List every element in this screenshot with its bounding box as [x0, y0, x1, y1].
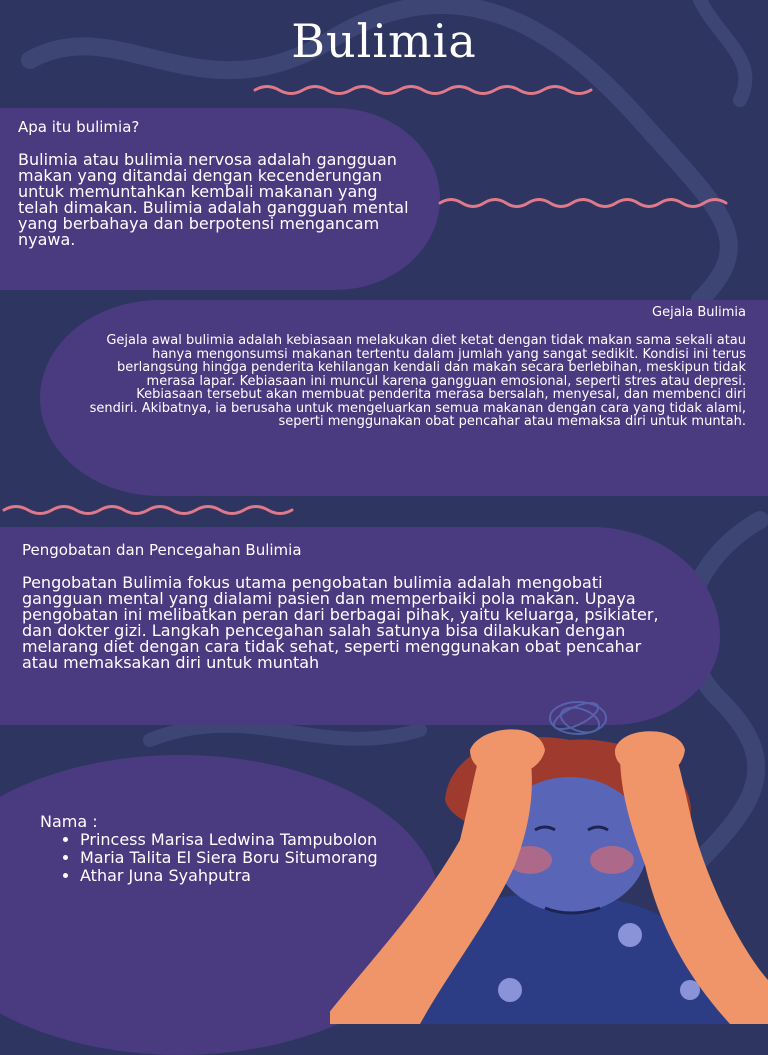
section1-heading: Apa itu bulimia? [18, 118, 140, 136]
section3-heading: Pengobatan dan Pencegahan Bulimia [22, 541, 302, 559]
section2-body: Gejala awal bulimia adalah kebiasaan melakukan diet ketat dengan tidak makan sama sekali atau hanya mengonsumsi makanan tertentu dalam jumlah yang sangat sedikit. Kondisi ini terus berlangsung hingga penderita kehilangan kendali dan makan secara berlebihan, meskipun tidak merasa lapar. Kebiasaan ini muncul karena gangguan emosional, seperti stres atau depresi. Kebiasaan tersebut akan membuat penderita merasa bersalah, menyesal, dan membenci diri sendiri. Akibatnya, ia berusaha untuk mengeluarkan semua makanan dengan cara yang tidak alami, seperti menggunakan obat pencahar atau memaksa diri untuk muntah. [89, 333, 746, 429]
member-item: • Athar Juna Syahputra [80, 867, 378, 885]
member-item: • Princess Marisa Ledwina Tampubolon [80, 831, 378, 849]
section2-heading: Gejala Bulimia [652, 305, 746, 320]
names-label: Nama : [40, 812, 98, 831]
section3-body: Pengobatan Bulimia fokus utama pengobatan bulimia adalah mengobati gangguan mental yang dialami pasien dan memperbaiki pola makan. Upaya pengobatan ini melibatkan peran dari berbagai pihak, yaitu keluarga, psikiater, dan dokter gizi. Langkah pencegahan salah satunya bisa dilakukan dengan melarang diet dengan cara tidak sehat, seperti menggunakan obat pencahar atau memaksakan diri untuk muntah [22, 573, 659, 672]
page-title: Bulimia [291, 14, 477, 68]
section1-body: Bulimia atau bulimia nervosa adalah gangguan makan yang ditandai dengan kecenderungan untuk memuntahkan kembali makanan yang telah dimakan. Bulimia adalah gangguan mental yang berbahaya dan berpotensi mengancam nyawa. [18, 150, 409, 249]
names-list [40, 813, 378, 885]
members-list [40, 831, 378, 885]
distressed-person-illustration [330, 690, 768, 1024]
member-item: • Maria Talita El Siera Boru Situmorang [80, 849, 378, 867]
